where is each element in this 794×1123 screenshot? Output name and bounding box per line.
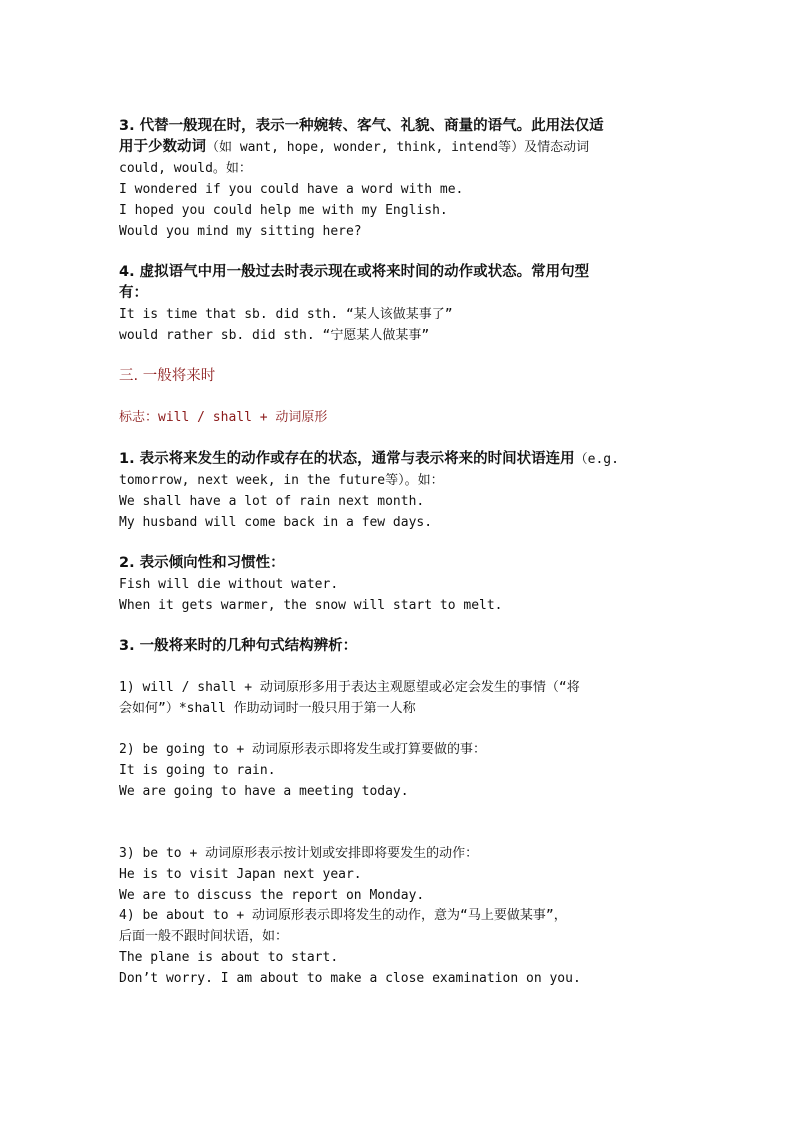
item-3-heading-line-1: 3. 代替一般现在时，表示一种婉转、客气、礼貌、商量的语气。此用法仅适 [119, 118, 604, 134]
sub-3-block [119, 843, 689, 906]
item-3-block [119, 116, 689, 242]
item-3-heading-bold: 用于少数动词 [119, 139, 206, 155]
point-1-heading-plain: （e.g. [574, 452, 619, 467]
point-1-heading-bold: 1. 表示将来发生的动作或存在的状态，通常与表示将来的时间状语连用 [119, 451, 575, 467]
point-3-heading: 3. 一般将来时的几种句式结构辨析： [119, 638, 358, 654]
section-3-block [119, 366, 689, 387]
example-sentence: He is to visit Japan next year. [119, 867, 362, 882]
example-sentence: I wondered if you could have a word with me. [119, 182, 464, 197]
section-heading: 三. 一般将来时 [119, 368, 216, 384]
sub-4-line-2: 后面一般不跟时间状语，如： [119, 929, 289, 944]
marker-label: 标志： [119, 410, 159, 425]
point-2-block [119, 553, 689, 616]
example-sentence: The plane is about to start. [119, 950, 339, 965]
item-3-heading-plain: （如 want, hope, wonder, think, intend等）及情态动词 [206, 140, 590, 155]
sub-4-line-1: 4) be about to + 动词原形表示即将发生的动作，意为“马上要做某事”， [119, 908, 567, 923]
example-sentence: We shall have a lot of rain next month. [119, 494, 425, 509]
example-sentence: would rather sb. did sth. “宁愿某人做某事” [119, 328, 430, 343]
example-sentence: I hoped you could help me with my English. [119, 203, 448, 218]
marker-value: will / shall + 动词原形 [158, 410, 328, 425]
marker-block [119, 407, 689, 428]
sub-4-block [119, 905, 689, 989]
example-sentence: Don’t worry. I am about to make a close examination on you. [119, 971, 581, 986]
example-sentence: Fish will die without water. [119, 577, 339, 592]
example-sentence: We are to discuss the report on Monday. [119, 888, 425, 903]
item-3-heading-line-2 [119, 137, 689, 158]
sub-1-block [119, 677, 689, 719]
example-sentence: My husband will come back in a few days. [119, 515, 433, 530]
item-4-heading-line-1: 4. 虚拟语气中用一般过去时表示现在或将来时间的动作或状态。常用句型 [119, 264, 590, 280]
point-2-heading: 2. 表示倾向性和习惯性： [119, 555, 285, 571]
item-3-line-3: could, would。如： [119, 161, 252, 176]
marker-line [119, 407, 689, 428]
sub-2-block [119, 739, 689, 802]
sub-3-line-1: 3) be to + 动词原形表示按计划或安排即将要发生的动作： [119, 846, 479, 861]
example-sentence: We are going to have a meeting today. [119, 784, 409, 799]
sub-1-line-2: 会如何”）*shall 作助动词时一般只用于第一人称 [119, 701, 416, 716]
sub-2-line-1: 2) be going to + 动词原形表示即将发生或打算要做的事： [119, 742, 487, 757]
example-sentence: It is going to rain. [119, 763, 276, 778]
point-1-line-2: tomorrow, next week, in the future等）。如： [119, 473, 444, 488]
point-3-block [119, 636, 689, 657]
example-sentence: When it gets warmer, the snow will start to melt. [119, 598, 503, 613]
sub-1-line-1: 1) will / shall + 动词原形多用于表达主观愿望或必定会发生的事情（“将 [119, 680, 580, 695]
point-1-block [119, 449, 689, 533]
example-sentence: It is time that sb. did sth. “某人该做某事了” [119, 307, 453, 322]
item-4-heading-line-2: 有： [119, 285, 148, 301]
example-sentence: Would you mind my sitting here? [119, 224, 362, 239]
item-4-block [119, 262, 689, 346]
point-1-heading [119, 449, 689, 470]
